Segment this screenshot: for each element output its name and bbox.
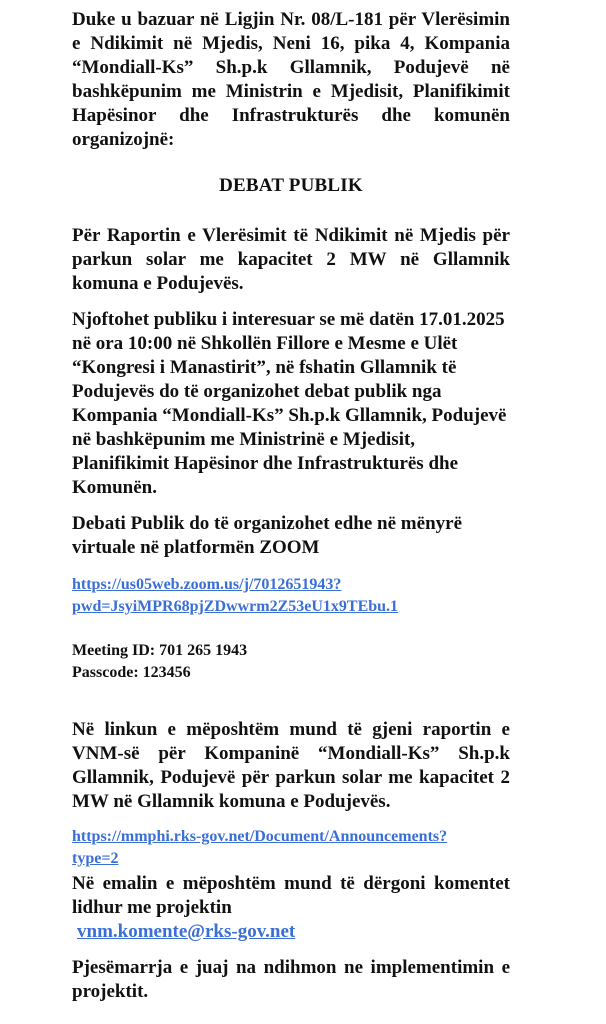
report-link-line-1[interactable]: https://mmphi.rks-gov.net/Document/Announcements?	[72, 828, 448, 845]
email-intro-text: Në emalin e mëposhtëm mund të dërgoni komentet lidhur me projektin	[72, 873, 510, 918]
report-subject-paragraph: Për Raportin e Vlerësimit të Ndikimit në Mjedis për parkun solar me kapacitet 2 MW në Gllamnik komuna e Podujevës.	[72, 225, 510, 294]
meeting-passcode: Passcode: 123456	[72, 664, 191, 681]
email-paragraph	[72, 872, 510, 944]
email-link[interactable]: vnm.komente@rks-gov.net	[77, 921, 296, 942]
intro-paragraph: Duke u bazuar në Ligjin Nr. 08/L-181 për Vlerësimin e Ndikimit në Mjedis, Neni 16, pika 4, Kompania “Mondiall-Ks” Sh.p.k Gllamnik, Podujevë në bashkëpunim me Ministrin e Mjedisit, Planifikimit Hapësinor dhe Infrastrukturës dhe komunën organizojnë:	[72, 9, 510, 150]
report-link[interactable]	[72, 826, 510, 870]
zoom-link-line-1[interactable]: https://us05web.zoom.us/j/7012651943?	[72, 576, 342, 593]
meeting-details	[72, 640, 510, 684]
zoom-link-line-2[interactable]: pwd=JsyiMPR68pjZDwwrm2Z53eU1x9TEbu.1	[72, 598, 399, 615]
report-link-intro-paragraph: Në linkun e mëposhtëm mund të gjeni raportin e VNM-së për Kompaninë “Mondiall-Ks” Sh.p.k Gllamnik, Podujevë për parkun solar me kapacitet 2 MW në Gllamnik komuna e Podujevës.	[72, 719, 510, 812]
page-title: DEBAT PUBLIK	[219, 175, 363, 196]
meeting-id: Meeting ID: 701 265 1943	[72, 642, 248, 659]
notice-paragraph: Njoftohet publiku i interesuar se më datën 17.01.2025 në ora 10:00 në Shkollën Fillore e Mesme e Ulët “Kongresi i Manastirit”, në fshatin Gllamnik të Podujevës do të organizohet debat publik nga Kompania “Mondiall-Ks” Sh.p.k Gllamnik, Podujevë në bashkëpunim me Ministrinë e Mjedisit, Planifikimit Hapësinor dhe Infrastrukturës dhe Komunën.	[72, 309, 507, 498]
report-link-line-2[interactable]: type=2	[72, 850, 119, 867]
zoom-link[interactable]	[72, 574, 510, 618]
closing-paragraph: Pjesëmarrja e juaj na ndihmon ne implementimin e projektit.	[72, 957, 510, 1002]
virtual-note-paragraph: Debati Publik do të organizohet edhe në mënyrë virtuale në platformën ZOOM	[72, 513, 463, 558]
